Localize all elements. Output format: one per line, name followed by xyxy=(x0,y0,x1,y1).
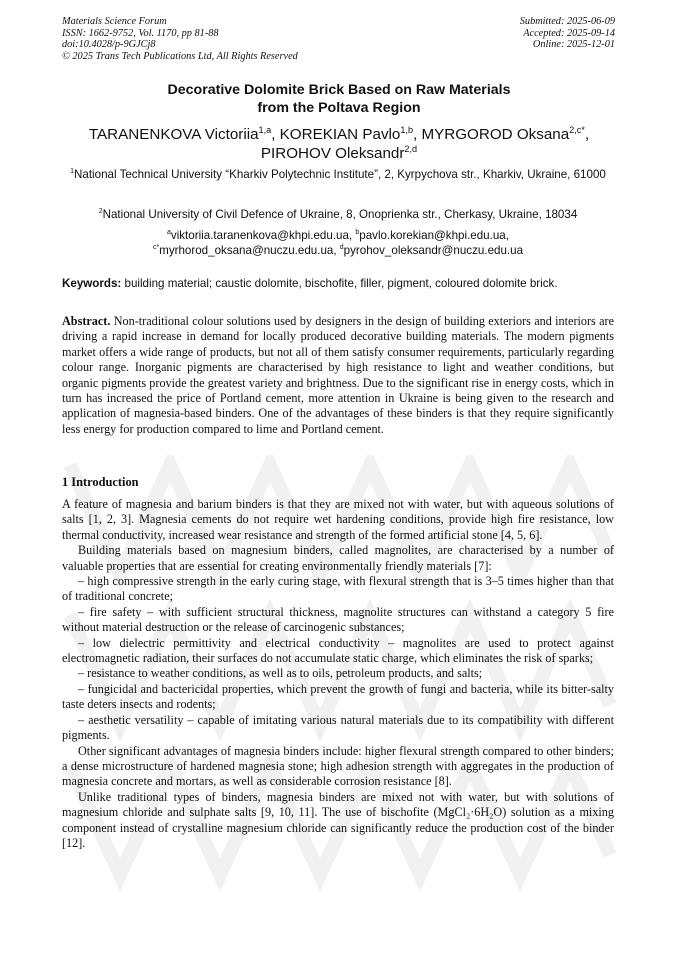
online-date: Online: 2025-12-01 xyxy=(532,39,615,51)
keywords xyxy=(62,277,614,292)
introduction-body xyxy=(62,497,614,851)
title-line-2: from the Poltava Region xyxy=(257,99,421,116)
author-name: PIROHOV Oleksandr xyxy=(260,145,405,162)
list-item: – fungicidal and bactericidal properties, which prevent the growth of fungi and bacteria, while its bitter-salty taste deters insects and rodents; xyxy=(62,681,614,712)
submitted-date: Submitted: 2025-06-09 xyxy=(519,16,615,27)
affiliation-1 xyxy=(62,168,614,183)
keywords-label: Keywords: xyxy=(62,277,122,290)
abstract-label: Abstract. xyxy=(62,314,111,328)
email-mark: b xyxy=(355,229,360,237)
email-mark: d xyxy=(339,243,344,251)
paragraph: Other significant advantages of magnesia binders include: higher flexural strength compared to other binders; a dense microstructure of hardened magnesia stone; high adhesion strength with aggregates in the production of magnesia concrete and mortars, as well as considerable corrosion resistance [8]. xyxy=(62,743,614,789)
list-item: – resistance to weather conditions, as well as to oils, petroleum products, and salts; xyxy=(78,666,483,681)
author-name: MYRGOROD Oksana xyxy=(421,126,570,143)
paragraph: Unlike traditional types of binders, magnesia binders are mixed not with water, but with solutions of magnesium chloride and sulphate salts [9, 10, 11]. The use of bischofite (MgCl₂·6H₂O) solution as a mixing component instead of crystalline magnesium chloride can significantly reduce the production cost of the binder [12]. xyxy=(62,789,614,850)
abstract xyxy=(62,314,614,437)
email-link[interactable]: viktoriia.taranenkova@khpi.edu.ua, xyxy=(170,229,356,242)
email-link[interactable]: myrhorod_oksana@nuczu.edu.ua, xyxy=(159,243,340,257)
email-mark: a xyxy=(167,229,171,237)
list-item: – aesthetic versatility – capable of imitating various natural materials due to its compatibility with different pigments. xyxy=(62,712,614,743)
list-item: – low dielectric permittivity and electrical conductivity – magnolites are used to protect against electromagnetic radiation, their surfaces do not accumulate static charge, which eliminates the risk of sparks; xyxy=(62,635,614,666)
list-item: – fire safety – with sufficient structural thickness, magnolite structures can withstand a category 5 fire without material destruction or the release of carcinogenic substances; xyxy=(62,604,614,635)
journal-info xyxy=(62,16,298,62)
paper-title xyxy=(40,82,638,117)
email-link[interactable]: pyrohov_oleksandr@nuczu.edu.ua xyxy=(343,243,524,257)
keywords-text: building material; caustic dolomite, bischofite, filler, pigment, coloured dolomite brick. xyxy=(121,277,558,290)
author-name: TARANENKOVA Victoriia xyxy=(88,126,259,143)
affiliation-mark: 2 xyxy=(98,208,103,216)
paragraph: A feature of magnesia and barium binders is that they are mixed not with water, but with aqueous solutions of salts [1, 2, 3]. Magnesia cements do not require wet hardening conditions, provide high fire resistance, low thermal conductivity, increased wear resistance and strength of the formed artificial stone [4, 5, 6]. xyxy=(62,497,614,542)
paragraph: Building materials based on magnesium binders, called magnolites, are characterised by a number of valuable properties that are essential for creating environmentally friendly materials [7]: xyxy=(62,543,614,573)
doi: doi:10.4028/p-9GJCj8 xyxy=(62,39,156,51)
issn-volume: ISSN: 1662-9752, Vol. 1170, pp 81-88 xyxy=(62,27,219,39)
author-affiliation-mark: 1,b xyxy=(400,124,414,135)
email-link[interactable]: pavlo.korekian@khpi.edu.ua, xyxy=(359,229,509,242)
author-affiliation-mark: 1,a xyxy=(258,124,272,135)
affiliation-2 xyxy=(62,208,614,223)
accepted-date: Accepted: 2025-09-14 xyxy=(523,27,615,39)
email-mark: c* xyxy=(152,243,160,251)
title-line-1: Decorative Dolomite Brick Based on Raw Materials xyxy=(167,82,511,98)
author-emails xyxy=(62,229,614,258)
author-affiliation-mark: 2,d xyxy=(404,143,418,154)
copyright: © 2025 Trans Tech Publications Ltd, All Rights Reserved xyxy=(62,50,298,62)
affiliation-text: National University of Civil Defence of Ukraine, 8, Onoprienka str., Cherkasy, Ukraine, 18034 xyxy=(102,208,578,221)
affiliation-text: National Technical University “Kharkiv Polytechnic Institute”, 2, Kyrpychova str., Kharkiv, Ukraine, 61000 xyxy=(74,168,606,181)
affiliation-mark: 1 xyxy=(70,168,75,176)
author-affiliation-mark: 2,c* xyxy=(569,124,585,135)
submission-dates xyxy=(520,16,615,51)
author-list: TARANENKOVA Victoriia$^{1,a}$, KOREKIAN Pavlo$^{1,b}$, MYRGOROD Oksana$^{2,c*}$, PIROHOV Oleksandr$^{2,d}$ xyxy=(88,124,590,162)
author-name: KOREKIAN Pavlo xyxy=(279,126,401,143)
journal-name: Materials Science Forum xyxy=(62,16,167,27)
list-item: – high compressive strength in the early curing stage, with flexural strength that is 3–5 times higher than that of traditional concrete; xyxy=(62,574,614,604)
section-heading: 1 Introduction xyxy=(62,475,139,489)
abstract-text: Non-traditional colour solutions used by designers in the design of building exteriors and interiors are driving a rapid increase in demand for locally produced decorative building materials. The modern pigments market offers a wide range of products, but not all of them satisfy consumer requirements, particularly regarding colour range. Inorganic pigments are characterised by high resistance to light and weather conditions, but organic pigments provide the greatest variety and brightness. Due to the significant rise in energy costs, which in turn has increased the price of Portland cement, more attention in Ukraine is being given to the research and application of magnesia-based binders. One of the advantages of these binders is that they require significantly less energy for production compared to lime and Portland cement. xyxy=(62,314,614,436)
